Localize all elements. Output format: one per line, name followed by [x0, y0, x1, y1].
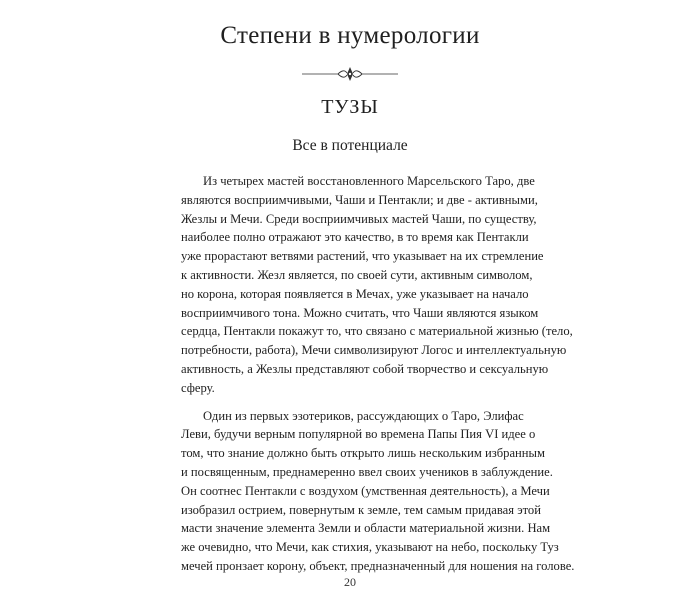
text-line: являются восприимчивыми, Чаши и Пентакли; и две - активными, [181, 192, 538, 207]
text-line: восприимчивого тона. Можно считать, что Чаши являются языком [181, 305, 539, 320]
page-number: 20 [344, 575, 356, 589]
subsection-title: Все в потенциале [292, 137, 408, 154]
paragraph-1 [181, 172, 573, 398]
text-line: Леви, будучи верным популярной во времена Папы Пия VI идее о [181, 427, 536, 442]
text-line: потребности, работа), Мечи символизируют Логос и интеллектуальную [181, 343, 567, 358]
text-line: и посвященным, преднамеренно ввел своих учеников в заблуждение. [181, 464, 553, 479]
text-line: но корона, которая появляется в Мечах, уже указывает на начало [181, 286, 529, 301]
text-line: активность, а Жезлы представляют собой творчество и сексуальную [181, 361, 549, 376]
chapter-title: Степени в нумерологии [220, 22, 480, 49]
text-line: Из четырех мастей восстановленного Марсельского Таро, две [203, 174, 535, 188]
section-title: ТУЗЫ [321, 96, 379, 118]
text-line: сферу. [181, 380, 215, 395]
text-line: же очевидно, что Мечи, как стихия, указывают на небо, поскольку Туз [181, 540, 559, 555]
text-line: к активности. Жезл является, по своей сути, активным символом, [181, 267, 533, 282]
text-line: изобразил острием, повернутым к земле, тем самым придавая этой [181, 502, 541, 517]
text-line: Жезлы и Мечи. Среди восприимчивых мастей Чаши, по существу, [181, 211, 537, 226]
text-line: наиболее полно отражают это качество, в то время как Пентакли [181, 230, 529, 245]
text-line: том, что знание должно быть открыто лишь нескольким избранным [181, 446, 545, 461]
text-line: Один из первых эзотериков, рассуждающих о Таро, Элифас [203, 408, 524, 423]
text-line: мечей пронзает корону, объект, предназначенный для ношения на голове. [181, 558, 575, 573]
paragraph-2 [181, 407, 575, 576]
body-text [181, 172, 575, 576]
text-line: сердца, Пентакли покажут то, что связано с материальной жизнью (тело, [181, 324, 573, 339]
text-line: масти значение элемента Земли и области материальной жизни. Нам [181, 521, 551, 536]
text-line: уже прорастают ветвями растений, что указывает на их стремление [181, 249, 544, 264]
text-line: Он соотнес Пентакли с воздухом (умственная деятельность), а Мечи [181, 483, 550, 498]
fleuron-ornament-icon [300, 66, 400, 82]
